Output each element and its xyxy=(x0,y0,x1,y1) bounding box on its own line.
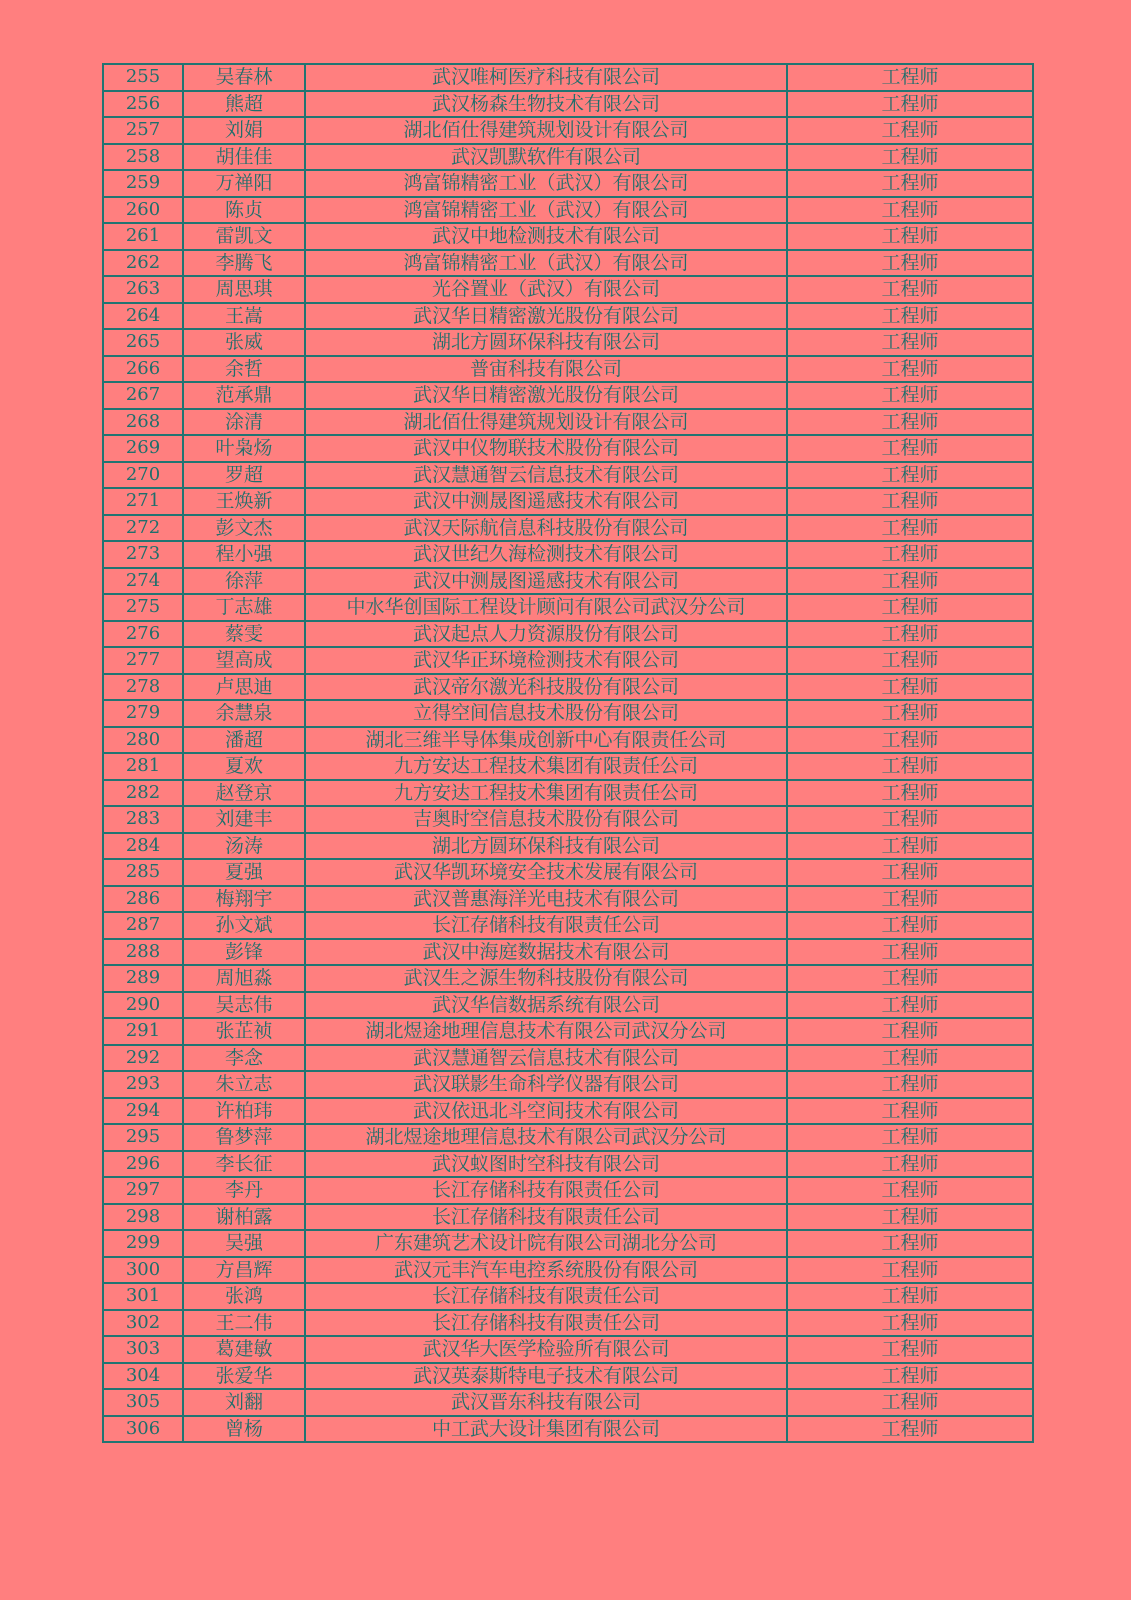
row-number-cell: 275 xyxy=(103,594,183,621)
row-number-cell: 306 xyxy=(103,1416,183,1443)
table-row xyxy=(103,1363,1033,1390)
table-row xyxy=(103,647,1033,674)
job-title-cell: 工程师 xyxy=(787,1177,1033,1204)
company-name-cell: 武汉世纪久海检测技术有限公司 xyxy=(305,541,787,568)
person-name-cell: 叶枭炀 xyxy=(183,435,305,462)
company-name-cell: 武汉中测晟图遥感技术有限公司 xyxy=(305,568,787,595)
table-row xyxy=(103,541,1033,568)
table-row xyxy=(103,170,1033,197)
person-name-cell: 吴志伟 xyxy=(183,992,305,1019)
job-title-cell: 工程师 xyxy=(787,515,1033,542)
company-name-cell: 武汉华日精密激光股份有限公司 xyxy=(305,382,787,409)
row-number-cell: 272 xyxy=(103,515,183,542)
table-row xyxy=(103,462,1033,489)
job-title-cell: 工程师 xyxy=(787,197,1033,224)
company-name-cell: 鸿富锦精密工业（武汉）有限公司 xyxy=(305,250,787,277)
company-name-cell: 广东建筑艺术设计院有限公司湖北分公司 xyxy=(305,1230,787,1257)
job-title-cell: 工程师 xyxy=(787,1363,1033,1390)
person-name-cell: 李长征 xyxy=(183,1151,305,1178)
company-name-cell: 武汉杨森生物技术有限公司 xyxy=(305,91,787,118)
company-name-cell: 武汉华正环境检测技术有限公司 xyxy=(305,647,787,674)
table-row xyxy=(103,1310,1033,1337)
job-title-cell: 工程师 xyxy=(787,886,1033,913)
table-row xyxy=(103,1230,1033,1257)
job-title-cell: 工程师 xyxy=(787,91,1033,118)
person-name-cell: 夏强 xyxy=(183,859,305,886)
person-name-cell: 蔡雯 xyxy=(183,621,305,648)
job-title-cell: 工程师 xyxy=(787,1257,1033,1284)
table-row xyxy=(103,912,1033,939)
job-title-cell: 工程师 xyxy=(787,674,1033,701)
job-title-cell: 工程师 xyxy=(787,1204,1033,1231)
company-name-cell: 湖北三维半导体集成创新中心有限责任公司 xyxy=(305,727,787,754)
job-title-cell: 工程师 xyxy=(787,329,1033,356)
row-number-cell: 298 xyxy=(103,1204,183,1231)
company-name-cell: 长江存储科技有限责任公司 xyxy=(305,912,787,939)
job-title-cell: 工程师 xyxy=(787,64,1033,91)
table-row xyxy=(103,1177,1033,1204)
table-row xyxy=(103,1045,1033,1072)
person-name-cell: 丁志雄 xyxy=(183,594,305,621)
job-title-cell: 工程师 xyxy=(787,1389,1033,1416)
row-number-cell: 277 xyxy=(103,647,183,674)
row-number-cell: 305 xyxy=(103,1389,183,1416)
job-title-cell: 工程师 xyxy=(787,356,1033,383)
person-name-cell: 雷凯文 xyxy=(183,223,305,250)
table-row xyxy=(103,1283,1033,1310)
person-name-cell: 汤涛 xyxy=(183,833,305,860)
person-name-cell: 张威 xyxy=(183,329,305,356)
job-title-cell: 工程师 xyxy=(787,806,1033,833)
person-name-cell: 周思琪 xyxy=(183,276,305,303)
table-row xyxy=(103,594,1033,621)
person-name-cell: 张鸿 xyxy=(183,1283,305,1310)
person-name-cell: 范承鼎 xyxy=(183,382,305,409)
job-title-cell: 工程师 xyxy=(787,1310,1033,1337)
person-name-cell: 徐萍 xyxy=(183,568,305,595)
table-row xyxy=(103,223,1033,250)
row-number-cell: 261 xyxy=(103,223,183,250)
table-row xyxy=(103,1098,1033,1125)
company-name-cell: 光谷置业（武汉）有限公司 xyxy=(305,276,787,303)
company-name-cell: 中工武大设计集团有限公司 xyxy=(305,1416,787,1443)
company-name-cell: 湖北佰仕得建筑规划设计有限公司 xyxy=(305,117,787,144)
company-name-cell: 武汉蚁图时空科技有限公司 xyxy=(305,1151,787,1178)
company-name-cell: 长江存储科技有限责任公司 xyxy=(305,1283,787,1310)
person-name-cell: 方昌辉 xyxy=(183,1257,305,1284)
person-name-cell: 余慧泉 xyxy=(183,700,305,727)
job-title-cell: 工程师 xyxy=(787,382,1033,409)
row-number-cell: 258 xyxy=(103,144,183,171)
table-row xyxy=(103,1336,1033,1363)
row-number-cell: 297 xyxy=(103,1177,183,1204)
row-number-cell: 289 xyxy=(103,965,183,992)
person-name-cell: 潘超 xyxy=(183,727,305,754)
job-title-cell: 工程师 xyxy=(787,1151,1033,1178)
table-row xyxy=(103,1257,1033,1284)
person-name-cell: 李丹 xyxy=(183,1177,305,1204)
job-title-cell: 工程师 xyxy=(787,223,1033,250)
company-name-cell: 武汉依迅北斗空间技术有限公司 xyxy=(305,1098,787,1125)
company-name-cell: 九方安达工程技术集团有限责任公司 xyxy=(305,753,787,780)
row-number-cell: 263 xyxy=(103,276,183,303)
job-title-cell: 工程师 xyxy=(787,435,1033,462)
job-title-cell: 工程师 xyxy=(787,488,1033,515)
company-name-cell: 武汉中地检测技术有限公司 xyxy=(305,223,787,250)
table-row xyxy=(103,1389,1033,1416)
person-name-cell: 刘娟 xyxy=(183,117,305,144)
row-number-cell: 294 xyxy=(103,1098,183,1125)
row-number-cell: 279 xyxy=(103,700,183,727)
person-name-cell: 胡佳佳 xyxy=(183,144,305,171)
table-row xyxy=(103,488,1033,515)
table-row xyxy=(103,568,1033,595)
job-title-cell: 工程师 xyxy=(787,1045,1033,1072)
table-row xyxy=(103,1204,1033,1231)
company-name-cell: 湖北煜途地理信息技术有限公司武汉分公司 xyxy=(305,1124,787,1151)
job-title-cell: 工程师 xyxy=(787,568,1033,595)
job-title-cell: 工程师 xyxy=(787,541,1033,568)
row-number-cell: 282 xyxy=(103,780,183,807)
company-name-cell: 武汉华信数据系统有限公司 xyxy=(305,992,787,1019)
person-name-cell: 余哲 xyxy=(183,356,305,383)
person-name-cell: 望高成 xyxy=(183,647,305,674)
company-name-cell: 武汉中海庭数据技术有限公司 xyxy=(305,939,787,966)
person-name-cell: 谢柏露 xyxy=(183,1204,305,1231)
company-name-cell: 武汉联影生命科学仪器有限公司 xyxy=(305,1071,787,1098)
row-number-cell: 281 xyxy=(103,753,183,780)
table-row xyxy=(103,276,1033,303)
table-row xyxy=(103,806,1033,833)
company-name-cell: 武汉起点人力资源股份有限公司 xyxy=(305,621,787,648)
company-name-cell: 湖北煜途地理信息技术有限公司武汉分公司 xyxy=(305,1018,787,1045)
job-title-cell: 工程师 xyxy=(787,727,1033,754)
row-number-cell: 274 xyxy=(103,568,183,595)
person-name-cell: 彭文杰 xyxy=(183,515,305,542)
table-row xyxy=(103,1018,1033,1045)
job-title-cell: 工程师 xyxy=(787,1230,1033,1257)
row-number-cell: 285 xyxy=(103,859,183,886)
row-number-cell: 300 xyxy=(103,1257,183,1284)
table-row xyxy=(103,621,1033,648)
row-number-cell: 301 xyxy=(103,1283,183,1310)
table-row xyxy=(103,1071,1033,1098)
table-row xyxy=(103,250,1033,277)
person-name-cell: 张芷祯 xyxy=(183,1018,305,1045)
person-name-cell: 吴强 xyxy=(183,1230,305,1257)
person-name-cell: 程小强 xyxy=(183,541,305,568)
job-title-cell: 工程师 xyxy=(787,170,1033,197)
job-title-cell: 工程师 xyxy=(787,965,1033,992)
table-row xyxy=(103,515,1033,542)
company-name-cell: 九方安达工程技术集团有限责任公司 xyxy=(305,780,787,807)
row-number-cell: 271 xyxy=(103,488,183,515)
company-name-cell: 武汉晋东科技有限公司 xyxy=(305,1389,787,1416)
row-number-cell: 257 xyxy=(103,117,183,144)
row-number-cell: 304 xyxy=(103,1363,183,1390)
company-name-cell: 长江存储科技有限责任公司 xyxy=(305,1310,787,1337)
table-row xyxy=(103,886,1033,913)
job-title-cell: 工程师 xyxy=(787,780,1033,807)
table-row xyxy=(103,144,1033,171)
person-name-cell: 鲁梦萍 xyxy=(183,1124,305,1151)
person-name-cell: 王嵩 xyxy=(183,303,305,330)
table-row xyxy=(103,197,1033,224)
table-row xyxy=(103,1124,1033,1151)
job-title-cell: 工程师 xyxy=(787,700,1033,727)
table-row xyxy=(103,435,1033,462)
company-name-cell: 武汉帝尔激光科技股份有限公司 xyxy=(305,674,787,701)
company-name-cell: 湖北方圆环保科技有限公司 xyxy=(305,833,787,860)
job-title-cell: 工程师 xyxy=(787,859,1033,886)
person-name-cell: 万禅阳 xyxy=(183,170,305,197)
person-name-cell: 熊超 xyxy=(183,91,305,118)
company-name-cell: 长江存储科技有限责任公司 xyxy=(305,1204,787,1231)
job-title-cell: 工程师 xyxy=(787,621,1033,648)
row-number-cell: 264 xyxy=(103,303,183,330)
table-row xyxy=(103,965,1033,992)
row-number-cell: 273 xyxy=(103,541,183,568)
job-title-cell: 工程师 xyxy=(787,1071,1033,1098)
table-row xyxy=(103,992,1033,1019)
person-name-cell: 涂清 xyxy=(183,409,305,436)
row-number-cell: 286 xyxy=(103,886,183,913)
table-row xyxy=(103,833,1033,860)
row-number-cell: 287 xyxy=(103,912,183,939)
person-name-cell: 朱立志 xyxy=(183,1071,305,1098)
company-name-cell: 武汉英泰斯特电子技术有限公司 xyxy=(305,1363,787,1390)
table-row xyxy=(103,753,1033,780)
row-number-cell: 283 xyxy=(103,806,183,833)
company-name-cell: 武汉中仪物联技术股份有限公司 xyxy=(305,435,787,462)
company-name-cell: 鸿富锦精密工业（武汉）有限公司 xyxy=(305,197,787,224)
row-number-cell: 292 xyxy=(103,1045,183,1072)
row-number-cell: 260 xyxy=(103,197,183,224)
job-title-cell: 工程师 xyxy=(787,1098,1033,1125)
row-number-cell: 255 xyxy=(103,64,183,91)
table-row xyxy=(103,939,1033,966)
row-number-cell: 295 xyxy=(103,1124,183,1151)
company-name-cell: 武汉慧通智云信息技术有限公司 xyxy=(305,462,787,489)
job-title-cell: 工程师 xyxy=(787,1416,1033,1443)
job-title-cell: 工程师 xyxy=(787,594,1033,621)
person-name-cell: 罗超 xyxy=(183,462,305,489)
person-name-cell: 曾杨 xyxy=(183,1416,305,1443)
table-row xyxy=(103,700,1033,727)
job-title-cell: 工程师 xyxy=(787,1283,1033,1310)
person-name-cell: 吴春林 xyxy=(183,64,305,91)
job-title-cell: 工程师 xyxy=(787,1336,1033,1363)
job-title-cell: 工程师 xyxy=(787,939,1033,966)
table-row xyxy=(103,329,1033,356)
person-name-cell: 彭锋 xyxy=(183,939,305,966)
company-name-cell: 武汉华日精密激光股份有限公司 xyxy=(305,303,787,330)
row-number-cell: 266 xyxy=(103,356,183,383)
job-title-cell: 工程师 xyxy=(787,117,1033,144)
person-name-cell: 刘建丰 xyxy=(183,806,305,833)
company-name-cell: 武汉华凯环境安全技术发展有限公司 xyxy=(305,859,787,886)
table-row xyxy=(103,303,1033,330)
table-row xyxy=(103,727,1033,754)
row-number-cell: 259 xyxy=(103,170,183,197)
roster-table xyxy=(102,63,1034,1443)
row-number-cell: 302 xyxy=(103,1310,183,1337)
table-row xyxy=(103,859,1033,886)
row-number-cell: 284 xyxy=(103,833,183,860)
job-title-cell: 工程师 xyxy=(787,992,1033,1019)
company-name-cell: 武汉普惠海洋光电技术有限公司 xyxy=(305,886,787,913)
row-number-cell: 256 xyxy=(103,91,183,118)
row-number-cell: 296 xyxy=(103,1151,183,1178)
row-number-cell: 269 xyxy=(103,435,183,462)
person-name-cell: 李腾飞 xyxy=(183,250,305,277)
person-name-cell: 赵登京 xyxy=(183,780,305,807)
job-title-cell: 工程师 xyxy=(787,303,1033,330)
table-row xyxy=(103,117,1033,144)
company-name-cell: 武汉唯柯医疗科技有限公司 xyxy=(305,64,787,91)
company-name-cell: 武汉元丰汽车电控系统股份有限公司 xyxy=(305,1257,787,1284)
person-name-cell: 卢思迪 xyxy=(183,674,305,701)
job-title-cell: 工程师 xyxy=(787,1018,1033,1045)
person-name-cell: 葛建敏 xyxy=(183,1336,305,1363)
roster-table-body xyxy=(103,64,1033,1442)
table-row xyxy=(103,91,1033,118)
row-number-cell: 291 xyxy=(103,1018,183,1045)
company-name-cell: 武汉中测晟图遥感技术有限公司 xyxy=(305,488,787,515)
row-number-cell: 267 xyxy=(103,382,183,409)
company-name-cell: 武汉凯默软件有限公司 xyxy=(305,144,787,171)
row-number-cell: 270 xyxy=(103,462,183,489)
job-title-cell: 工程师 xyxy=(787,1124,1033,1151)
person-name-cell: 李念 xyxy=(183,1045,305,1072)
table-row xyxy=(103,1416,1033,1443)
table-row xyxy=(103,356,1033,383)
company-name-cell: 普宙科技有限公司 xyxy=(305,356,787,383)
table-row xyxy=(103,1151,1033,1178)
table-row xyxy=(103,382,1033,409)
person-name-cell: 梅翔宇 xyxy=(183,886,305,913)
company-name-cell: 武汉华大医学检验所有限公司 xyxy=(305,1336,787,1363)
company-name-cell: 中水华创国际工程设计顾问有限公司武汉分公司 xyxy=(305,594,787,621)
person-name-cell: 陈贞 xyxy=(183,197,305,224)
person-name-cell: 王焕新 xyxy=(183,488,305,515)
person-name-cell: 王二伟 xyxy=(183,1310,305,1337)
job-title-cell: 工程师 xyxy=(787,409,1033,436)
company-name-cell: 鸿富锦精密工业（武汉）有限公司 xyxy=(305,170,787,197)
row-number-cell: 290 xyxy=(103,992,183,1019)
row-number-cell: 280 xyxy=(103,727,183,754)
row-number-cell: 262 xyxy=(103,250,183,277)
company-name-cell: 武汉生之源生物科技股份有限公司 xyxy=(305,965,787,992)
table-row xyxy=(103,409,1033,436)
person-name-cell: 孙文斌 xyxy=(183,912,305,939)
row-number-cell: 276 xyxy=(103,621,183,648)
job-title-cell: 工程师 xyxy=(787,647,1033,674)
company-name-cell: 湖北佰仕得建筑规划设计有限公司 xyxy=(305,409,787,436)
job-title-cell: 工程师 xyxy=(787,144,1033,171)
company-name-cell: 武汉慧通智云信息技术有限公司 xyxy=(305,1045,787,1072)
row-number-cell: 278 xyxy=(103,674,183,701)
job-title-cell: 工程师 xyxy=(787,276,1033,303)
job-title-cell: 工程师 xyxy=(787,833,1033,860)
company-name-cell: 立得空间信息技术股份有限公司 xyxy=(305,700,787,727)
job-title-cell: 工程师 xyxy=(787,250,1033,277)
person-name-cell: 刘翻 xyxy=(183,1389,305,1416)
company-name-cell: 吉奥时空信息技术股份有限公司 xyxy=(305,806,787,833)
row-number-cell: 265 xyxy=(103,329,183,356)
person-name-cell: 周旭淼 xyxy=(183,965,305,992)
row-number-cell: 268 xyxy=(103,409,183,436)
row-number-cell: 293 xyxy=(103,1071,183,1098)
person-name-cell: 夏欢 xyxy=(183,753,305,780)
job-title-cell: 工程师 xyxy=(787,912,1033,939)
job-title-cell: 工程师 xyxy=(787,462,1033,489)
person-name-cell: 张爱华 xyxy=(183,1363,305,1390)
person-name-cell: 许柏玮 xyxy=(183,1098,305,1125)
table-row xyxy=(103,674,1033,701)
row-number-cell: 299 xyxy=(103,1230,183,1257)
table-row xyxy=(103,64,1033,91)
company-name-cell: 长江存储科技有限责任公司 xyxy=(305,1177,787,1204)
table-row xyxy=(103,780,1033,807)
row-number-cell: 288 xyxy=(103,939,183,966)
company-name-cell: 湖北方圆环保科技有限公司 xyxy=(305,329,787,356)
company-name-cell: 武汉天际航信息科技股份有限公司 xyxy=(305,515,787,542)
job-title-cell: 工程师 xyxy=(787,753,1033,780)
row-number-cell: 303 xyxy=(103,1336,183,1363)
